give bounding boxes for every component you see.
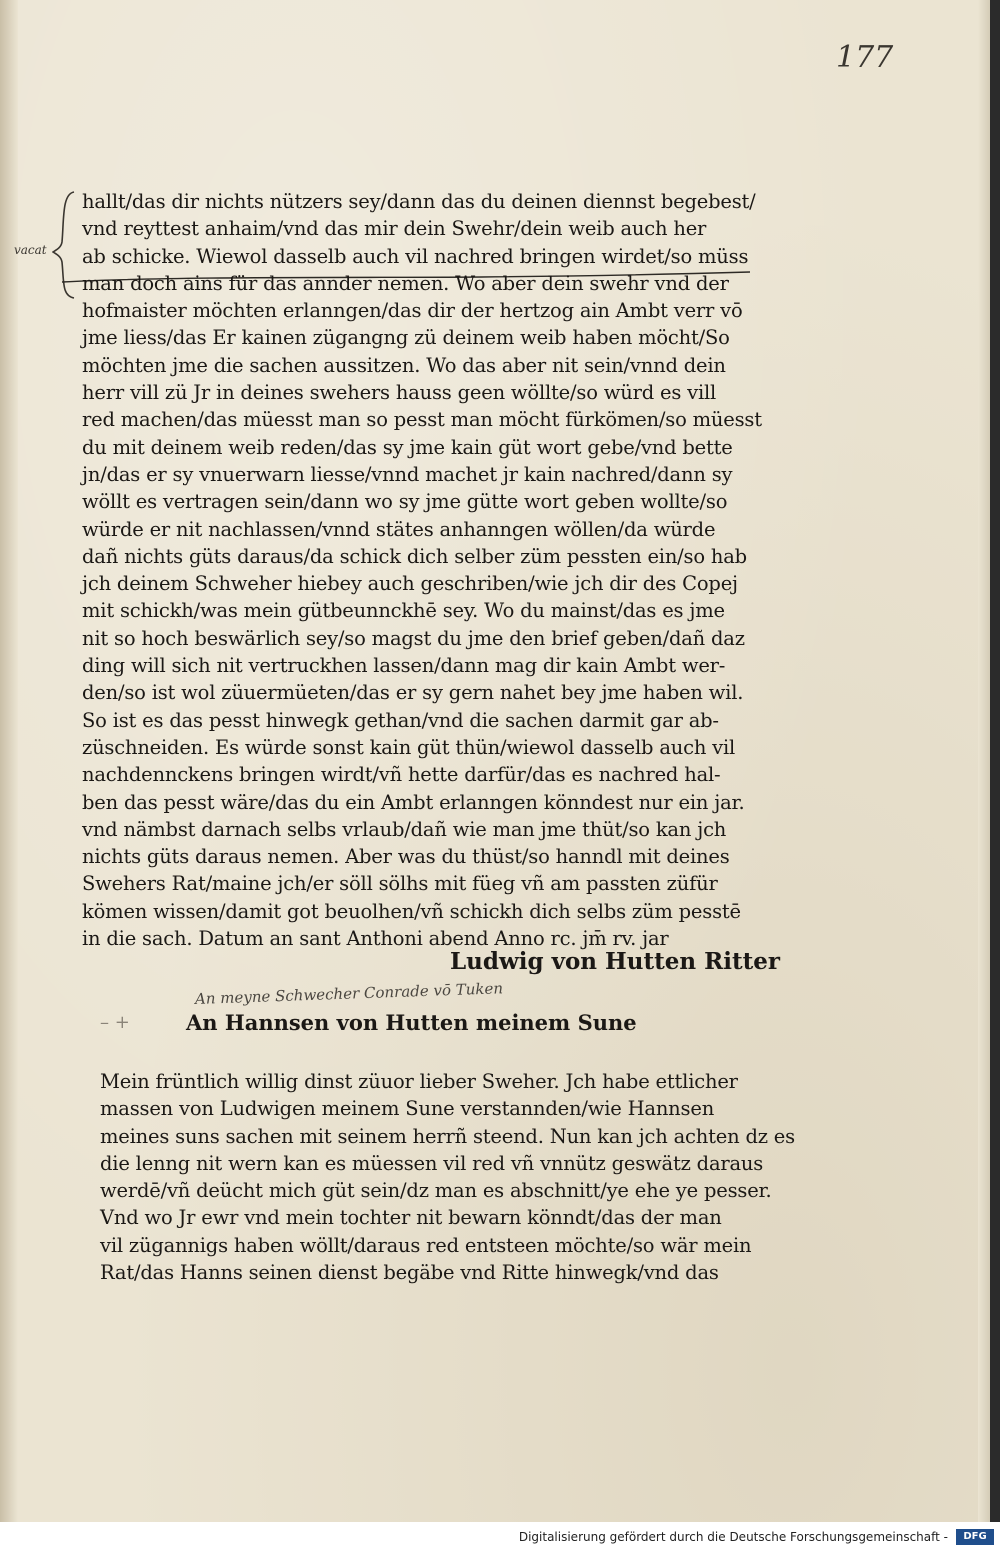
signature-line: Ludwig von Hutten Ritter (450, 948, 780, 975)
text-line: Mein früntlich willig dinst züuor lieber Sweher. Jch habe ettlicher (100, 1070, 738, 1093)
text-line: den/so ist wol züuermüeten/das er sy gern nahet bey jme haben wil. (82, 681, 744, 705)
funding-credit: Digitalisierung gefördert durch die Deutsche Forschungsgemeinschaft - (518, 1530, 948, 1544)
text-line: mit schickh/was mein gütbeunnckhē sey. Wo du mainst/das es jme (82, 599, 725, 623)
text-line: hallt/das dir nichts nützers sey/dann das du deinen diennst begebest/ (82, 190, 756, 213)
text-line: dañ nichts güts daraus/da schick dich selber züm pessten ein/so hab (82, 544, 747, 568)
text-line: jch deinem Schweher hiebey auch geschriben/wie jch dir des Copej (82, 572, 738, 596)
text-line: werdē/vñ deücht mich güt sein/dz man es abschnitt/ye ehe ye pesser. (100, 1179, 772, 1203)
digitization-footer (0, 1522, 1000, 1553)
page-gutter-shadow (0, 0, 18, 1522)
text-line: nachdennckens bringen wirdt/vñ hette darfür/das es nachred hal- (82, 763, 721, 787)
text-line: du mit deinem weib reden/das sy jme kain güt wort gebe/vnd bette (82, 435, 733, 459)
margin-note: vacat (14, 243, 47, 257)
text-line: Rat/das Hanns seinen dienst begäbe vnd Ritte hinwegk/vnd das (100, 1261, 719, 1285)
letter-body (82, 188, 782, 952)
folio-number: 177 (836, 40, 894, 75)
handwritten-annotation: An meyne Schwecher Conrade vō Tuken (194, 979, 504, 1008)
text-line: jn/das er sy vnuerwarn liesse/vnnd machet jr kain nachred/dann sy (82, 462, 733, 486)
letter-address: An Hannsen von Hutten meinem Sune (186, 1010, 637, 1035)
text-line: möchten jme die sachen aussitzen. Wo das aber nit sein/vnnd dein (82, 353, 726, 377)
text-line: züschneiden. Es würde sonst kain güt thün/wiewol dasselb auch vil (82, 735, 736, 759)
text-line: ab schicke. Wiewol dasselb auch vil nachred bringen wirdet/so müss (82, 244, 749, 268)
text-line: man doch ains für das annder nemen. Wo aber dein swehr vnd der (82, 271, 729, 295)
text-line: vil zügannigs haben wöllt/daraus red entsteen möchte/so wär mein (100, 1233, 752, 1257)
text-line: nit so hoch beswärlich sey/so magst du jme den brief geben/dañ daz (82, 626, 745, 650)
show-through-mark: – + (100, 1012, 130, 1033)
text-line: hofmaister möchten erlanngen/das dir der hertzog ain Ambt verr vō (82, 299, 743, 323)
dfg-logo: DFG (956, 1529, 994, 1545)
text-line: red machen/das müesst man so pesst man möcht fürkömen/so müesst (82, 408, 762, 432)
text-line: ben das pesst wäre/das du ein Ambt erlanngen könndest nur ein jar. (82, 790, 745, 814)
text-line: meines suns sachen mit seinem herrñ steend. Nun kan jch achten dz es (100, 1124, 795, 1148)
text-line: jme liess/das Er kainen zügangng zü deinem weib haben möcht/So (82, 326, 730, 350)
second-letter-body (100, 1068, 795, 1286)
text-line: vnd reyttest anhaim/vnd das mir dein Swehr/dein weib auch her (82, 217, 707, 241)
text-line: Vnd wo Jr ewr vnd mein tochter nit bewarn könndt/das der man (100, 1206, 722, 1230)
text-line: wöllt es vertragen sein/dann wo sy jme gütte wort geben wollte/so (82, 490, 728, 514)
text-line: vnd nämbst darnach selbs vrlaub/dañ wie man jme thüt/so kan jch (82, 817, 727, 841)
text-line: herr vill zü Jr in deines swehers hauss geen wöllte/so würd es vill (82, 381, 717, 405)
text-line: Swehers Rat/maine jch/er söll sölhs mit füeg vñ am passten züfür (82, 872, 718, 896)
text-line: nichts güts daraus nemen. Aber was du thüst/so hanndl mit deines (82, 845, 730, 869)
text-line: massen von Ludwigen meinem Sune verstannden/wie Hannsen (100, 1097, 715, 1121)
text-line: in die sach. Datum an sant Anthoni abend Anno rc. jm̄ rv. jar (82, 927, 669, 951)
text-line: ding will sich nit vertruckhen lassen/dann mag dir kain Ambt wer- (82, 654, 726, 678)
text-line: würde er nit nachlassen/vnnd stätes anhanngen wöllen/da würde (82, 517, 716, 541)
page-edge-shadow (978, 0, 990, 1522)
text-line: So ist es das pesst hinwegk gethan/vnd die sachen darmit gar ab- (82, 708, 719, 732)
text-line: kömen wissen/damit got beuolhen/vñ schickh dich selbs züm pesstē (82, 899, 741, 923)
text-line: die lenng nit wern kan es müessen vil red vñ vnnütz geswätz daraus (100, 1151, 764, 1175)
